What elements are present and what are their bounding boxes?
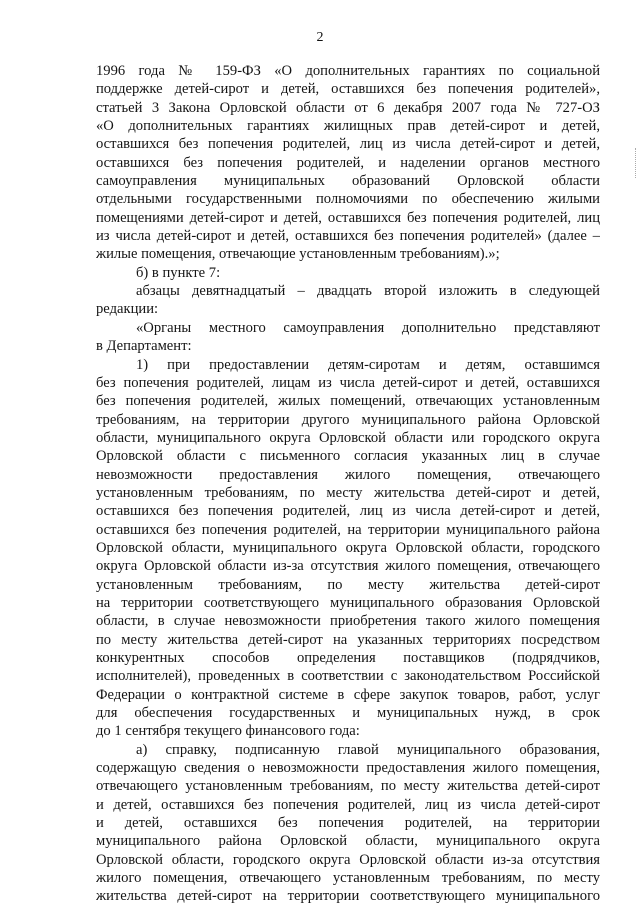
text-line: установленным требованиям, по месту жительства детей-сирот xyxy=(96,576,600,593)
text-line: жительства детей-сирот на территории соответствующего муниципального xyxy=(96,888,600,905)
text-line: а) справку, подписанную главой муниципального образования, xyxy=(136,741,600,758)
text-line: абзацы девятнадцатый – двадцать второй изложить в следующей xyxy=(136,283,600,300)
text-line: без попечения родителей, жилых помещений, отвечающих установленным xyxy=(96,393,600,410)
text-line: жилого помещения, отвечающего установленным требованиям, по месту xyxy=(96,870,600,887)
text-line: поддержке детей-сирот и детей, оставшихся без попечения родителей», xyxy=(96,81,600,98)
text-line: Федерации о контрактной системе в сфере закупок товаров, работ, услуг xyxy=(96,686,600,703)
text-line: «Органы местного самоуправления дополнительно представляют xyxy=(136,319,600,336)
text-line: из числа детей-сирот и детей, оставшихся без попечения родителей» (далее – xyxy=(96,228,600,245)
text-line: помещениями детей-сирот и детей, оставшихся без попечения родителей, лиц xyxy=(96,209,600,226)
scan-margin-mark xyxy=(632,148,636,178)
text-line: 1) при предоставлении детям-сиротам и детям, оставшимся xyxy=(136,356,600,373)
text-line: по месту жительства детей-сирот на указанных территориях посредством xyxy=(96,631,600,648)
text-line: области, в случае невозможности приобретения такого жилого помещения xyxy=(96,613,600,630)
text-line: для обеспечения государственных и муниципальных нужд, в срок xyxy=(96,705,600,722)
text-line: невозможности предоставления жилого помещения, отвечающего xyxy=(96,466,600,483)
text-line: «О дополнительных гарантиях жилищных прав детей-сирот и детей, xyxy=(96,118,600,135)
text-line: в Департамент: xyxy=(96,338,192,355)
text-line: и детей, оставшихся без попечения родителей, лиц из числа детей-сирот xyxy=(96,796,600,813)
document-body xyxy=(96,62,600,906)
text-line: области, муниципального округа Орловской области или городского округа xyxy=(96,429,600,446)
text-line: Орловской области, городского округа Орловской области из-за отсутствия xyxy=(96,851,600,868)
text-line: до 1 сентября текущего финансового года: xyxy=(96,723,360,740)
text-line: и детей, оставшихся без попечения родителей, на территории xyxy=(96,815,600,832)
text-line: б) в пункте 7: xyxy=(136,264,221,281)
text-line: без попечения родителей, лицам из числа детей-сирот и детей, оставшихся xyxy=(96,374,600,391)
text-line: исполнителей), проведенных в соответствии с законодательством Российской xyxy=(96,668,600,685)
text-line: Орловской области с письменного согласия указанных лиц в случае xyxy=(96,448,600,465)
text-line: оставшихся без попечения родителей, на территории муниципального района xyxy=(96,521,600,538)
text-line: отвечающего установленным требованиям, по месту жительства детей-сирот xyxy=(96,778,600,795)
text-line: статьей 3 Закона Орловской области от 6 декабря 2007 года № 727-ОЗ xyxy=(96,99,600,116)
text-line: требованиям, на территории другого муниципального района Орловской xyxy=(96,411,600,428)
text-line: оставшихся без попечения родителей, лиц из числа детей-сирот и детей, xyxy=(96,136,600,153)
page-number: 2 xyxy=(316,30,324,45)
text-line: муниципального района Орловской области, муниципального округа xyxy=(96,833,600,850)
text-line: установленным требованиям, по месту жительства детей-сирот и детей, xyxy=(96,484,600,501)
text-line: Орловской области, муниципального округа Орловской области, городского xyxy=(96,539,600,556)
text-line: на территории соответствующего муниципального образования Орловской xyxy=(96,594,600,611)
text-line: оставшихся без попечения родителей, и наделении органов местного xyxy=(96,154,600,171)
text-line: оставшихся без попечения родителей, лиц из числа детей-сирот и детей, xyxy=(96,503,600,520)
text-line: жилые помещения, отвечающие установленным требованиям).»; xyxy=(96,246,500,263)
text-line: конкурентных способов определения поставщиков (подрядчиков, xyxy=(96,650,600,666)
text-line: содержащую сведения о невозможности предоставления жилого помещения, xyxy=(96,760,600,777)
text-line: редакции: xyxy=(96,301,159,318)
text-line: округа Орловской области из-за отсутствия жилого помещения, отвечающего xyxy=(96,558,600,575)
text-line: 1996 года № 159-ФЗ «О дополнительных гарантиях по социальной xyxy=(96,63,600,79)
text-line: самоуправления муниципальных образований Орловской области xyxy=(96,173,600,190)
text-line: отдельными государственными полномочиями по обеспечению жилыми xyxy=(96,191,600,208)
